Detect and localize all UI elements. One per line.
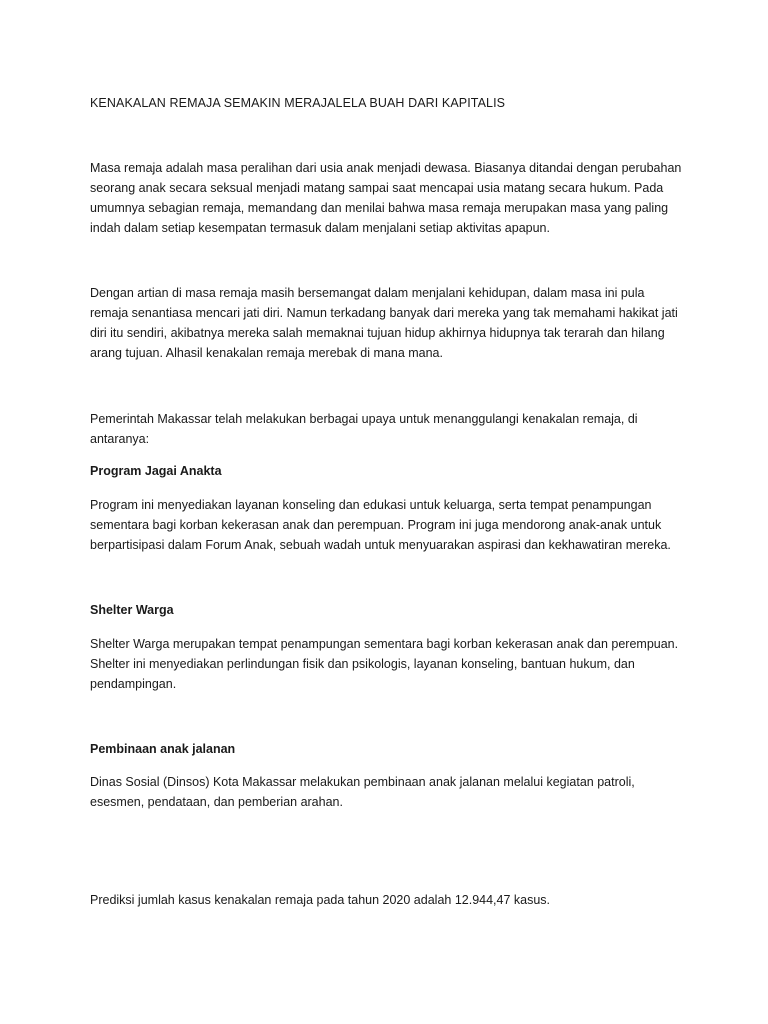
section-heading-anak-jalanan: Pembinaan anak jalanan <box>90 742 236 756</box>
paragraph-jati-diri: Dengan artian di masa remaja masih bersemangat dalam menjalani kehidupan, dalam masa ini pula remaja senantiasa mencari jati diri. Namun terkadang banyak dari mereka yang tak memahami hakikat jati diri itu sendiri, akibatnya mereka salah memaknai tujuan hidup akhirnya hidupnya tak terarah dan hilang arang tujuan. Alhasil kenakalan remaja merebak di mana mana. <box>90 286 678 360</box>
section-body-shelter-warga: Shelter Warga merupakan tempat penampungan sementara bagi korban kekerasan anak dan perempuan. Shelter ini menyediakan perlindungan fisik dan psikologis, layanan konseling, bantuan hukum, dan pendampingan. <box>90 637 679 691</box>
section-body-jagai-anakta: Program ini menyediakan layanan konseling dan edukasi untuk keluarga, serta tempat penampungan sementara bagi korban kekerasan anak dan perempuan. Program ini juga mendorong anak-anak untuk berpartisipasi dalam Forum Anak, sebuah wadah untuk menyuarakan aspirasi dan kekhawatiran mereka. <box>90 498 671 552</box>
closing-statement: Prediksi jumlah kasus kenakalan remaja pada tahun 2020 adalah 12.944,47 kasus. <box>90 893 551 907</box>
section-body-anak-jalanan: Dinas Sosial (Dinsos) Kota Makassar melakukan pembinaan anak jalanan melalui kegiatan patroli, esesmen, pendataan, dan pemberian arahan. <box>90 775 635 809</box>
paragraph-intro: Masa remaja adalah masa peralihan dari usia anak menjadi dewasa. Biasanya ditandai dengan perubahan seorang anak secara seksual menjadi matang sampai saat mencapai usia matang secara hukum. Pada umumnya sebagian remaja, memandang dan menilai bahwa masa remaja merupakan masa yang paling indah dalam setiap kesempatan termasuk dalam menjalani setiap aktivitas apapun. <box>90 161 682 235</box>
document-title: KENAKALAN REMAJA SEMAKIN MERAJALELA BUAH DARI KAPITALIS <box>90 96 506 110</box>
section-heading-jagai-anakta: Program Jagai Anakta <box>90 464 222 478</box>
paragraph-upaya: Pemerintah Makassar telah melakukan berbagai upaya untuk menanggulangi kenakalan remaja, di antaranya: <box>90 412 638 446</box>
section-heading-shelter-warga: Shelter Warga <box>90 603 174 617</box>
